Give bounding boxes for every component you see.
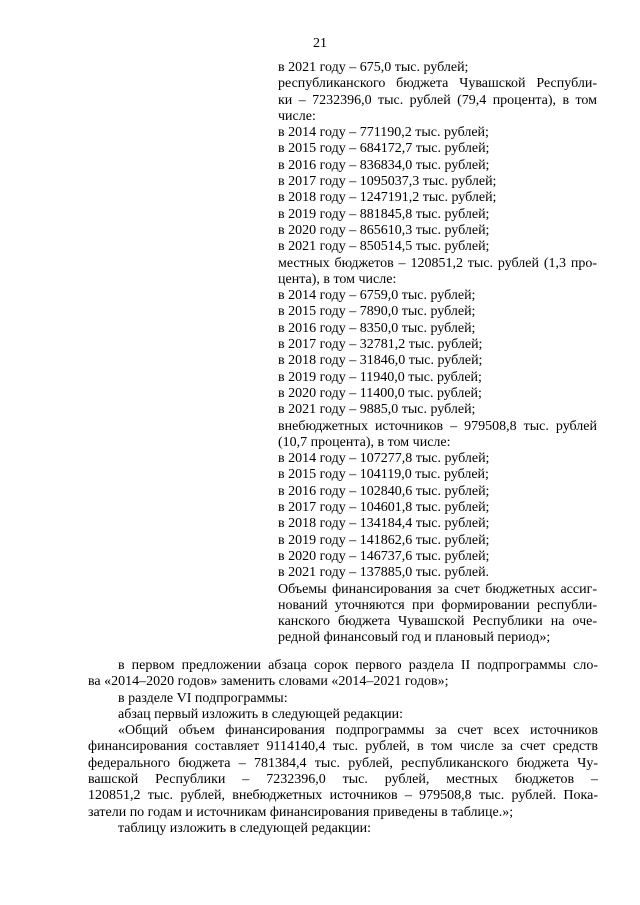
text-line: в 2018 году – 134184,4 тыс. рублей;	[278, 516, 490, 532]
text-line: в 2014 году – 771190,2 тыс. рублей;	[278, 125, 489, 141]
funding-block	[278, 60, 597, 647]
text-line: внебюджетных источников – 979508,8 тыс. рублей	[278, 418, 597, 434]
text-line: в 2017 году – 32781,2 тыс. рублей;	[278, 337, 483, 353]
text-line: в 2015 году – 684172,7 тыс. рублей;	[278, 141, 490, 157]
text-line: ва «2014–2020 годов» заменить словами «2014–2021 годов»;	[88, 674, 449, 690]
text-line: канского бюджета Чувашской Республики на оче-	[278, 614, 597, 630]
text-line: абзац первый изложить в следующей редакции:	[118, 706, 404, 722]
text-line: в разделе VI подпрограммы:	[118, 690, 288, 706]
text-line: «Общий объем финансирования подпрограммы за счет всех источников	[118, 723, 598, 739]
text-line: в 2018 году – 1247191,2 тыс. рублей;	[278, 190, 497, 206]
text-line: федерального бюджета – 781384,4 тыс. рублей, республиканского бюджета Чу-	[88, 755, 598, 771]
text-line: в 2015 году – 7890,0 тыс. рублей;	[278, 304, 476, 320]
text-line: в 2020 году – 146737,6 тыс. рублей;	[278, 548, 490, 564]
text-line: в 2018 году – 31846,0 тыс. рублей;	[278, 353, 483, 369]
text-line: числе:	[278, 108, 316, 124]
text-line: ки – 7232396,0 тыс. рублей (79,4 процента), в том	[278, 92, 597, 108]
text-line: в 2014 году – 6759,0 тыс. рублей;	[278, 288, 476, 304]
text-line: в первом предложении абзаца сорок первого раздела II подпрограммы сло-	[118, 658, 598, 673]
text-line: в 2017 году – 1095037,3 тыс. рублей;	[278, 174, 497, 190]
text-line: (10,7 процента), в том числе:	[278, 434, 451, 450]
text-line: в 2021 году – 675,0 тыс. рублей;	[278, 60, 469, 75]
text-line: вашской Республики – 7232396,0 тыс. рублей, местных бюджетов –	[88, 772, 598, 788]
text-line: в 2014 году – 107277,8 тыс. рублей;	[278, 451, 490, 467]
text-line: в 2016 году – 8350,0 тыс. рублей;	[278, 320, 476, 336]
text-line: республиканского бюджета Чувашской Республи-	[278, 76, 597, 92]
text-line: в 2019 году – 11940,0 тыс. рублей;	[278, 369, 482, 385]
text-line: финансирования составляет 9114140,4 тыс. рублей, в том числе за счет средств	[88, 739, 598, 755]
text-line: в 2019 году – 141862,6 тыс. рублей;	[278, 532, 490, 548]
amendments-block	[88, 658, 598, 837]
text-line: в 2020 году – 865610,3 тыс. рублей;	[278, 222, 490, 238]
text-line: в 2021 году – 137885,0 тыс. рублей.	[278, 565, 490, 581]
text-line: в 2020 году – 11400,0 тыс. рублей;	[278, 385, 482, 401]
text-line: Объемы финансирования за счет бюджетных ассиг-	[278, 581, 597, 597]
text-line: в 2021 году – 9885,0 тыс. рублей;	[278, 402, 476, 418]
text-line: 120851,2 тыс. рублей, внебюджетных источников – 979508,8 тыс. рублей. Пока-	[88, 788, 598, 804]
text-line: редной финансовый год и плановый период»;	[278, 630, 551, 646]
text-line: таблицу изложить в следующей редакции:	[118, 820, 372, 836]
text-line: в 2016 году – 102840,6 тыс. рублей;	[278, 483, 490, 499]
text-line: цента), в том числе:	[278, 271, 397, 287]
text-line: в 2019 году – 881845,8 тыс. рублей;	[278, 206, 490, 222]
page-number: 21	[313, 36, 327, 51]
text-line: местных бюджетов – 120851,2 тыс. рублей (1,3 про-	[278, 255, 597, 271]
text-line: нований уточняются при формировании республи-	[278, 597, 597, 613]
text-line: в 2016 году – 836834,0 тыс. рублей;	[278, 157, 490, 173]
text-line: в 2021 году – 850514,5 тыс. рублей;	[278, 239, 490, 255]
text-line: затели по годам и источникам финансирования приведены в таблице.»;	[88, 804, 514, 820]
text-line: в 2017 году – 104601,8 тыс. рублей;	[278, 500, 490, 516]
text-line: в 2015 году – 104119,0 тыс. рублей;	[278, 467, 489, 483]
